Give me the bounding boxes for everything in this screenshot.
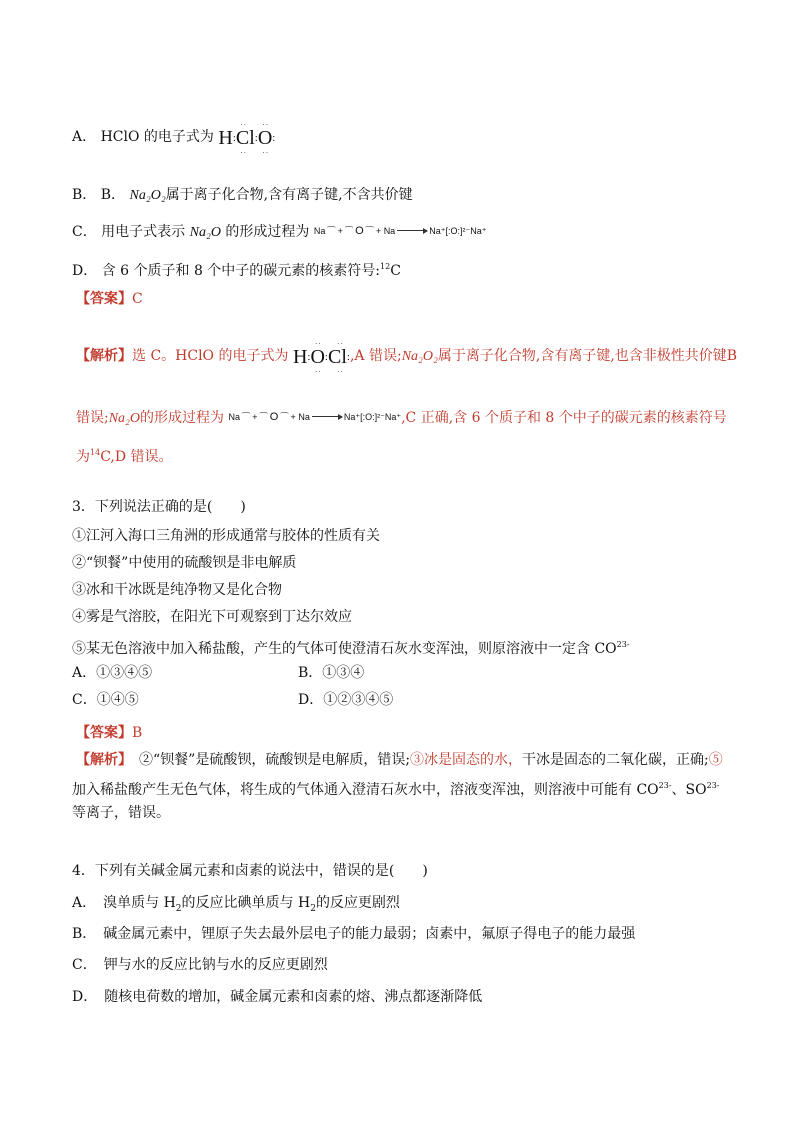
hclo-electron-formula-analysis: H:O:Cl: ·· ·· ·· ·· xyxy=(292,340,350,376)
reaction-arrow xyxy=(397,230,427,231)
option-text: 属于离子化合物,含有离子键,不含共价键 xyxy=(165,187,413,203)
analysis-label: 【解析】 xyxy=(76,348,132,364)
lone-pair-dots: ·· xyxy=(336,368,344,376)
q2-answer xyxy=(76,289,143,309)
q4-option-a: A． 溴单质与 $H_2$的反应比碘单质与 $H_2$的反应更剧烈 xyxy=(72,895,400,914)
mass-number: 12 xyxy=(380,262,391,271)
lone-pair-dots: ·· xyxy=(262,149,270,157)
lone-pair-dots: ·· xyxy=(240,121,248,129)
q2-analysis-line-2: 错误;Na₂O的形成过程为 Na ⁀ + ⁀ O ⁀ + Na Na⁺[:O:]²⁻Na⁺,C 正确,含 6 个质子和 8 个中子的碳元素的核素符号 xyxy=(76,407,727,429)
q3-stem: 3．下列说法正确的是( ) xyxy=(72,499,246,515)
reaction-arrow xyxy=(312,416,342,417)
option-lead: B． xyxy=(100,187,126,203)
q2-option-c xyxy=(72,221,486,243)
q2-option-d xyxy=(72,257,401,281)
q2-option-a xyxy=(72,121,276,157)
answer-label: 【答案】 xyxy=(76,291,132,307)
q3-option-b: B．①③④ xyxy=(298,665,365,681)
q4-option-b: B． 碱金属元素中，锂原子失去最外层电子的能力最弱；卤素中，氟原子得电子的能力最强 xyxy=(72,926,636,942)
analysis-label: 【解析】 xyxy=(76,752,125,768)
q3-analysis-line-2: 加入稀盐酸产生无色气体，将生成的气体通入澄清石灰水中，溶液变浑浊，则溶液中可能有 $CO^{23-}$、$SO^{23-}$ xyxy=(72,781,720,798)
lone-pair-dots: ·· xyxy=(314,340,322,348)
formula-na2o2: Na₂O₂ xyxy=(129,188,166,203)
lone-pair-dots: ·· xyxy=(336,340,344,348)
answer-label: 【答案】 xyxy=(76,725,132,741)
q4-option-c: C． 钾与水的反应比钠与水的反应更剧烈 xyxy=(72,957,328,973)
formula-na2o: Na₂O xyxy=(189,225,221,240)
option-text: 用电子式表示 xyxy=(101,224,186,240)
answer-value: B xyxy=(132,725,143,741)
lone-pair-dots: ·· xyxy=(262,121,270,129)
q2-option-b xyxy=(72,185,413,206)
option-text: HClO 的电子式为 xyxy=(100,129,214,145)
option-prefix: C． xyxy=(72,224,97,240)
formation-process-analysis: Na ⁀ + ⁀ O ⁀ + Na Na⁺[:O:]²⁻Na⁺ xyxy=(228,411,402,423)
lone-pair-dots: ·· xyxy=(240,149,248,157)
formation-process: Na ⁀ + ⁀ O ⁀ + Na Na⁺[:O:]²⁻Na⁺ xyxy=(313,225,487,237)
q3-item-2: ②“钡餐”中使用的硫酸钡是非电解质 xyxy=(72,555,297,571)
q2-analysis-line-1: 【解析】选 C。HClO 的电子式为 H:O:Cl: ·· ·· ·· ·· ,A 错误;Na₂O₂属于离子化合物,含有离子键,也含非极性共价键B xyxy=(76,340,738,376)
q3-option-c: C．①④⑤ xyxy=(72,692,139,708)
hclo-electron-formula: H:Cl:O: ·· ·· ·· ·· xyxy=(218,121,276,157)
element-symbol: C xyxy=(390,263,401,279)
q4-option-d: D． 随核电荷数的增加，碱金属元素和卤素的熔、沸点都逐渐降低 xyxy=(72,989,483,1005)
option-text: 含 6 个质子和 8 个中子的碳元素的核素符号: xyxy=(101,263,381,279)
lone-pair-dots: ·· xyxy=(314,368,322,376)
option-text-2: 的形成过程为 xyxy=(225,224,310,240)
option-prefix: B． xyxy=(72,187,97,203)
q3-item-4: ④雾是气溶胶，在阳光下可观察到丁达尔效应 xyxy=(72,609,352,625)
q2-analysis-line-3: 为$^{14}$C,D 错误。 xyxy=(76,448,173,465)
q3-option-a: A．①③④⑤ xyxy=(72,665,153,681)
option-prefix: D． xyxy=(72,263,98,279)
q4-stem: 4．下列有关碱金属元素和卤素的说法中，错误的是( ) xyxy=(72,863,428,879)
q3-item-3: ③冰和干冰既是纯净物又是化合物 xyxy=(72,582,282,598)
q3-analysis-line-1: 【解析】 ②“钡餐”是硫酸钡，硫酸钡是电解质，错误;③冰是固态的水，干冰是固态的二氧化碳，正确;⑤ xyxy=(76,752,723,768)
q3-option-d: D．①②③④⑤ xyxy=(298,692,394,708)
q3-analysis-line-3: 等离子，错误。 xyxy=(72,805,170,821)
q3-item-5: ⑤某无色溶液中加入稀盐酸，产生的气体可使澄清石灰水变浑浊，则原溶液中一定含 $CO^{23-}$ xyxy=(72,640,630,657)
answer-value: C xyxy=(132,291,143,307)
q3-item-1: ①江河入海口三角洲的形成通常与胶体的性质有关 xyxy=(72,528,380,544)
option-prefix: A． xyxy=(72,129,97,145)
q3-answer xyxy=(76,723,142,743)
